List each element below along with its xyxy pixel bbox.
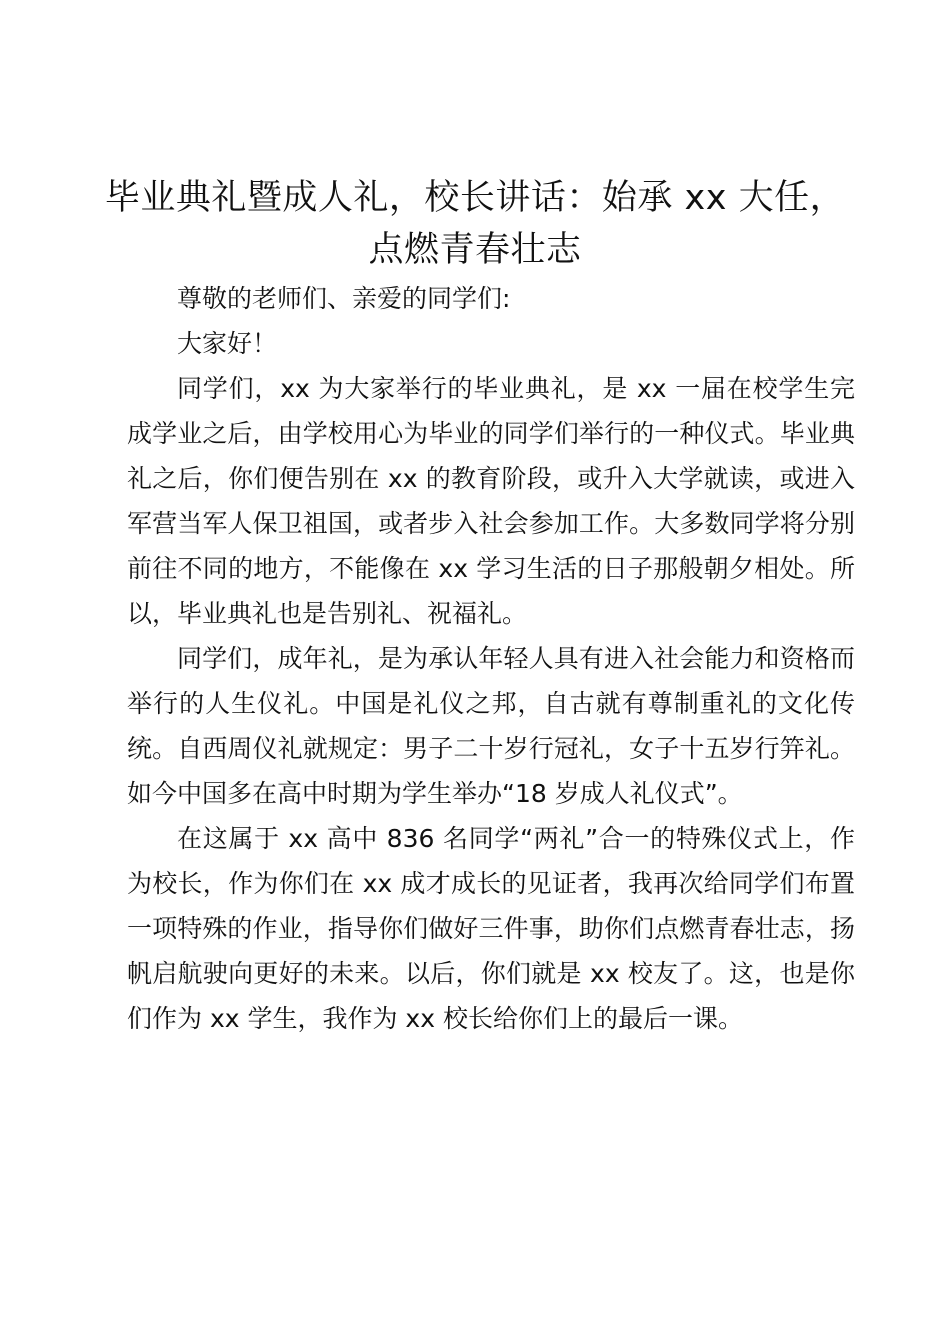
document-title — [100, 172, 850, 276]
body-paragraph: 同学们，成年礼，是为承认年轻人具有进入社会能力和资格而举行的人生仪礼。中国是礼仪之邦，自古就有尊制重礼的文化传统。自西周仪礼就规定：男子二十岁行冠礼，女子十五岁行笄礼。如今中国多在高中时期为学生举办“18 岁成人礼仪式”。 — [127, 644, 855, 808]
title-line-2: 点燃青春壮志 — [368, 230, 582, 270]
title-line-1: 毕业典礼暨成人礼，校长讲话：始承 xx 大任， — [104, 178, 846, 218]
body-paragraph: 在这属于 xx 高中 836 名同学“两礼”合一的特殊仪式上，作为校长，作为你们在 xx 成才成长的见证者，我再次给同学们布置一项特殊的作业，指导你们做好三件事，助你们点燃青春壮志，扬帆启航驶向更好的未来。以后，你们就是 xx 校友了。这，也是你们作为 xx 学生，我作为 xx 校长给你们上的最后一课。 — [127, 824, 855, 1033]
greeting-paragraph: 大家好！ — [177, 329, 278, 358]
body-paragraph: 同学们，xx 为大家举行的毕业典礼，是 xx 一届在校学生完成学业之后，由学校用心为毕业的同学们举行的一种仪式。毕业典礼之后，你们便告别在 xx 的教育阶段，或升入大学就读，或进入军营当军人保卫祖国，或者步入社会参加工作。大多数同学将分别前往不同的地方，不能像在 xx 学习生活的日子那般朝夕相处。所以，毕业典礼也是告别礼、祝福礼。 — [127, 374, 855, 628]
document-body — [127, 276, 855, 1041]
salutation-paragraph: 尊敬的老师们、亲爱的同学们: — [177, 284, 511, 313]
